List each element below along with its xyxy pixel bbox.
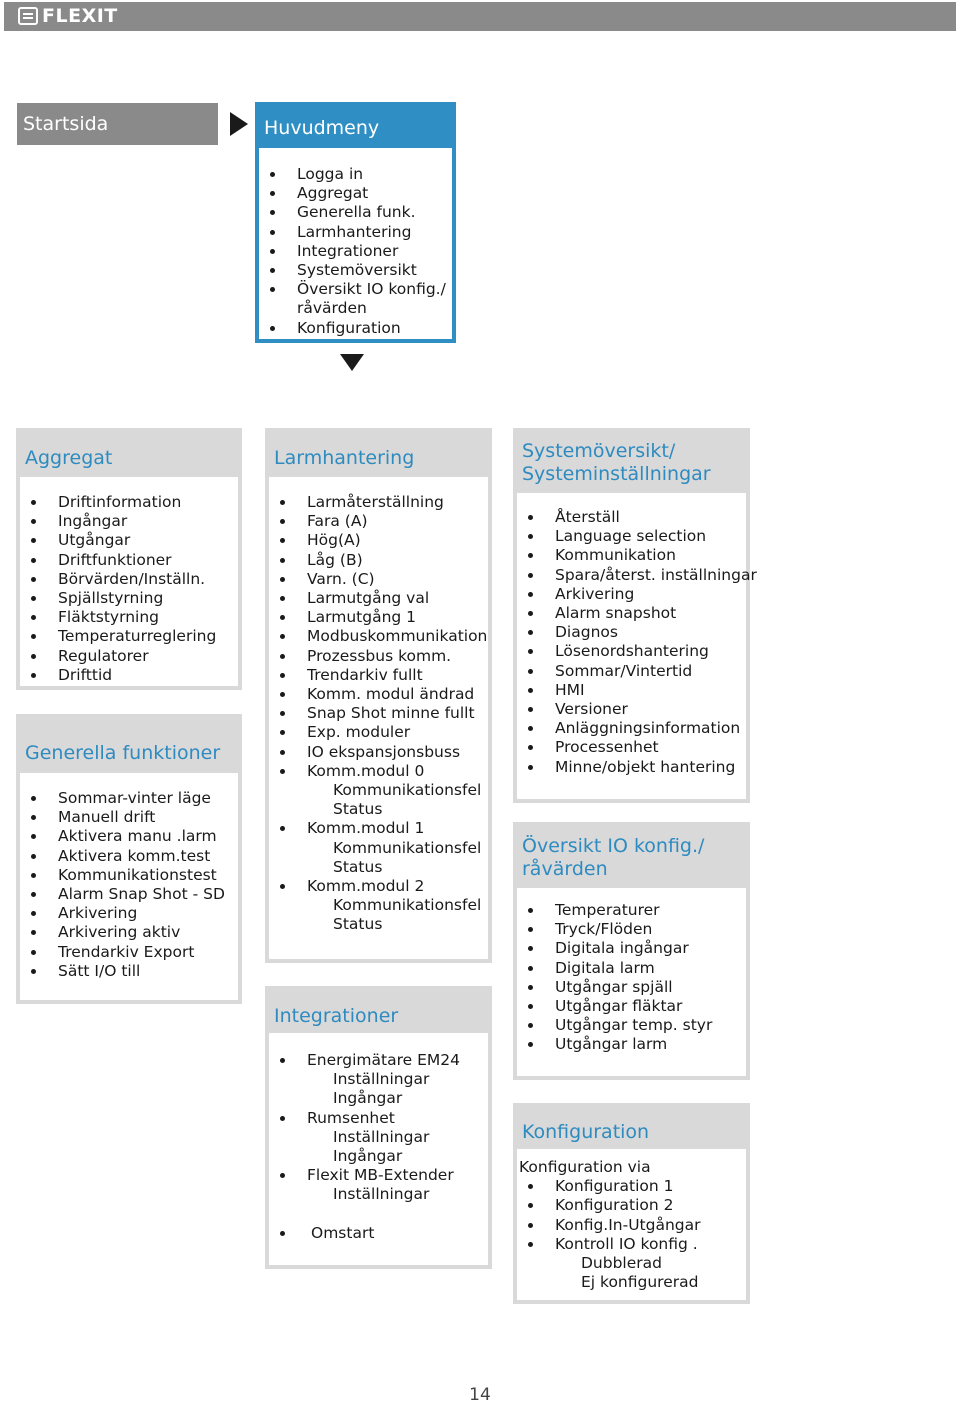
list-item: Kontroll IO konfig .	[555, 1235, 746, 1254]
list-item: Komm.modul 0	[307, 762, 488, 781]
list-item: Systemöversikt	[297, 261, 452, 280]
sub-item: Inställningar	[333, 1127, 430, 1146]
oversikt-io-box	[513, 822, 750, 1080]
list-item: Manuell drift	[58, 808, 238, 827]
aggregat-list	[20, 477, 238, 685]
list-item: Energimätare EM24	[307, 1051, 488, 1070]
list-item: Utgångar fläktar	[555, 997, 746, 1016]
list-item: Låg (B)	[307, 551, 488, 570]
list-item: Ingångar	[58, 512, 238, 531]
list-item: Integrationer	[297, 242, 452, 261]
huvudmeny-list	[259, 148, 452, 338]
oversikt-io-list	[517, 888, 746, 1055]
sub-item: Inställningar	[333, 1185, 430, 1204]
list-item: Prozessbus komm.	[307, 647, 488, 666]
list-item: Drifttid	[58, 666, 238, 685]
list-item: Trendarkiv fullt	[307, 666, 488, 685]
sub-item: Status	[333, 857, 383, 876]
list-item: Driftfunktioner	[58, 551, 238, 570]
sub-item: Status	[333, 915, 383, 934]
list-item: Spara/återst. inställningar	[555, 565, 757, 584]
sub-item: Status	[333, 800, 383, 819]
list-item: Konfiguration 1	[555, 1177, 746, 1196]
list-item: Exp. moduler	[307, 723, 488, 742]
list-item: Varn. (C)	[307, 570, 488, 589]
list-item: Modbuskommunikation	[307, 627, 488, 646]
oversikt-io-title-line2: råvärden	[522, 858, 608, 880]
list-item: HMI	[555, 681, 746, 700]
list-item: Generella funk.	[297, 203, 452, 222]
list-item: Sommar/Vintertid	[555, 662, 746, 681]
systemoversikt-list	[517, 493, 757, 777]
list-item: Börvärden/Inställn.	[58, 570, 238, 589]
list-item: Komm.modul 2	[307, 877, 488, 896]
flexit-logo-icon	[18, 7, 38, 25]
generella-list	[20, 773, 238, 981]
list-item: Konfiguration 2	[555, 1196, 746, 1215]
list-item: Översikt IO konfig./	[297, 280, 452, 299]
sub-item: Ingångar	[333, 1147, 403, 1166]
list-item: Aktivera manu .larm	[58, 827, 238, 846]
aggregat-title: Aggregat	[20, 432, 238, 477]
list-item: Trendarkiv Export	[58, 943, 238, 962]
sub-item: Ej konfigurerad	[581, 1273, 699, 1292]
list-item: Spjällstyrning	[58, 589, 238, 608]
sub-item: Ingångar	[333, 1089, 403, 1108]
list-item: Aktivera komm.test	[58, 847, 238, 866]
list-item: Komm.modul 1	[307, 819, 488, 838]
brand-name: FLEXIT	[42, 5, 118, 27]
list-item: Alarm Snap Shot - SD	[58, 885, 238, 904]
list-item: Flexit MB-Extender	[307, 1166, 488, 1185]
generella-box	[16, 714, 242, 1004]
sub-item: Dubblerad	[581, 1254, 662, 1273]
sub-item: Inställningar	[333, 1070, 430, 1089]
list-item: Sommar-vinter läge	[58, 789, 238, 808]
header-bar	[4, 2, 956, 31]
list-item: Utgångar temp. styr	[555, 1016, 746, 1035]
list-item: Diagnos	[555, 623, 746, 642]
list-item: Utgångar	[58, 531, 238, 550]
list-item-continued: råvärden	[297, 299, 367, 318]
list-item: Omstart	[307, 1224, 488, 1243]
list-item: Regulatorer	[58, 647, 238, 666]
list-item: Minne/objekt hantering	[555, 758, 746, 777]
list-item: Kommunikation	[555, 546, 746, 565]
systemoversikt-title	[517, 432, 746, 493]
sub-item: Kommunikationsfel	[333, 838, 482, 857]
list-item: Digitala ingångar	[555, 939, 746, 958]
huvudmeny-title: Huvudmeny	[259, 106, 452, 148]
list-item: Arkivering	[555, 585, 746, 604]
list-item: Digitala larm	[555, 959, 746, 978]
sub-item: Kommunikationsfel	[333, 896, 482, 915]
list-item: Sätt I/O till	[58, 962, 238, 981]
list-item: Larmhantering	[297, 223, 452, 242]
list-item: Larmåterställning	[307, 493, 488, 512]
list-item: Versioner	[555, 700, 746, 719]
list-item: Larmutgång 1	[307, 608, 488, 627]
arrow-right-icon	[230, 112, 248, 136]
systemoversikt-title-line1: Systemöversikt/	[522, 440, 676, 462]
list-item: Konfiguration	[297, 319, 452, 338]
flexit-logo	[18, 5, 118, 27]
list-item: Aggregat	[297, 184, 452, 203]
list-item: Hög(A)	[307, 531, 488, 550]
konfiguration-box	[513, 1103, 750, 1304]
integrationer-list	[269, 1033, 488, 1243]
list-item: Utgångar spjäll	[555, 978, 746, 997]
list-item: Utgångar larm	[555, 1035, 746, 1054]
list-item: Återställ	[555, 508, 746, 527]
list-item: Snap Shot minne fullt	[307, 704, 488, 723]
list-item: Lösenordshantering	[555, 642, 746, 661]
arrow-down-icon	[340, 354, 364, 371]
huvudmeny-box	[255, 102, 456, 343]
list-item: Language selection	[555, 527, 746, 546]
integrationer-box	[265, 986, 492, 1269]
integrationer-title: Integrationer	[269, 990, 488, 1033]
page-number: 14	[469, 1385, 491, 1405]
list-item: Fara (A)	[307, 512, 488, 531]
larmhantering-list	[269, 477, 488, 935]
list-item: Temperaturreglering	[58, 627, 238, 646]
list-item: Processenhet	[555, 738, 746, 757]
list-item: Anläggningsinformation	[555, 719, 746, 738]
list-item: Arkivering	[58, 904, 238, 923]
list-item: Temperaturer	[555, 901, 746, 920]
startsida-label: Startsida	[17, 103, 218, 145]
list-item: Konfig.In-Utgångar	[555, 1216, 746, 1235]
konfiguration-list	[517, 1177, 746, 1292]
list-item: Fläktstyrning	[58, 608, 238, 627]
list-item: Tryck/Flöden	[555, 920, 746, 939]
list-item: Arkivering aktiv	[58, 923, 238, 942]
list-item: Alarm snapshot	[555, 604, 746, 623]
larmhantering-box	[265, 428, 492, 963]
larmhantering-title: Larmhantering	[269, 432, 488, 477]
sub-item: Kommunikationsfel	[333, 781, 482, 800]
list-item: Rumsenhet	[307, 1109, 488, 1128]
systemoversikt-title-line2: Systeminställningar	[522, 463, 711, 485]
list-item: Komm. modul ändrad	[307, 685, 488, 704]
list-item: Kommunikationstest	[58, 866, 238, 885]
konfiguration-intro: Konfiguration via	[519, 1158, 651, 1176]
list-item: Driftinformation	[58, 493, 238, 512]
oversikt-io-title-line1: Översikt IO konfig./	[522, 835, 705, 857]
list-item: Larmutgång val	[307, 589, 488, 608]
list-item: IO ekspansjonsbuss	[307, 743, 488, 762]
oversikt-io-title	[517, 826, 746, 888]
list-item: Logga in	[297, 165, 452, 184]
generella-title: Generella funktioner	[20, 718, 238, 773]
systemoversikt-box	[513, 428, 757, 803]
konfiguration-title: Konfiguration	[517, 1107, 746, 1149]
aggregat-box	[16, 428, 242, 690]
